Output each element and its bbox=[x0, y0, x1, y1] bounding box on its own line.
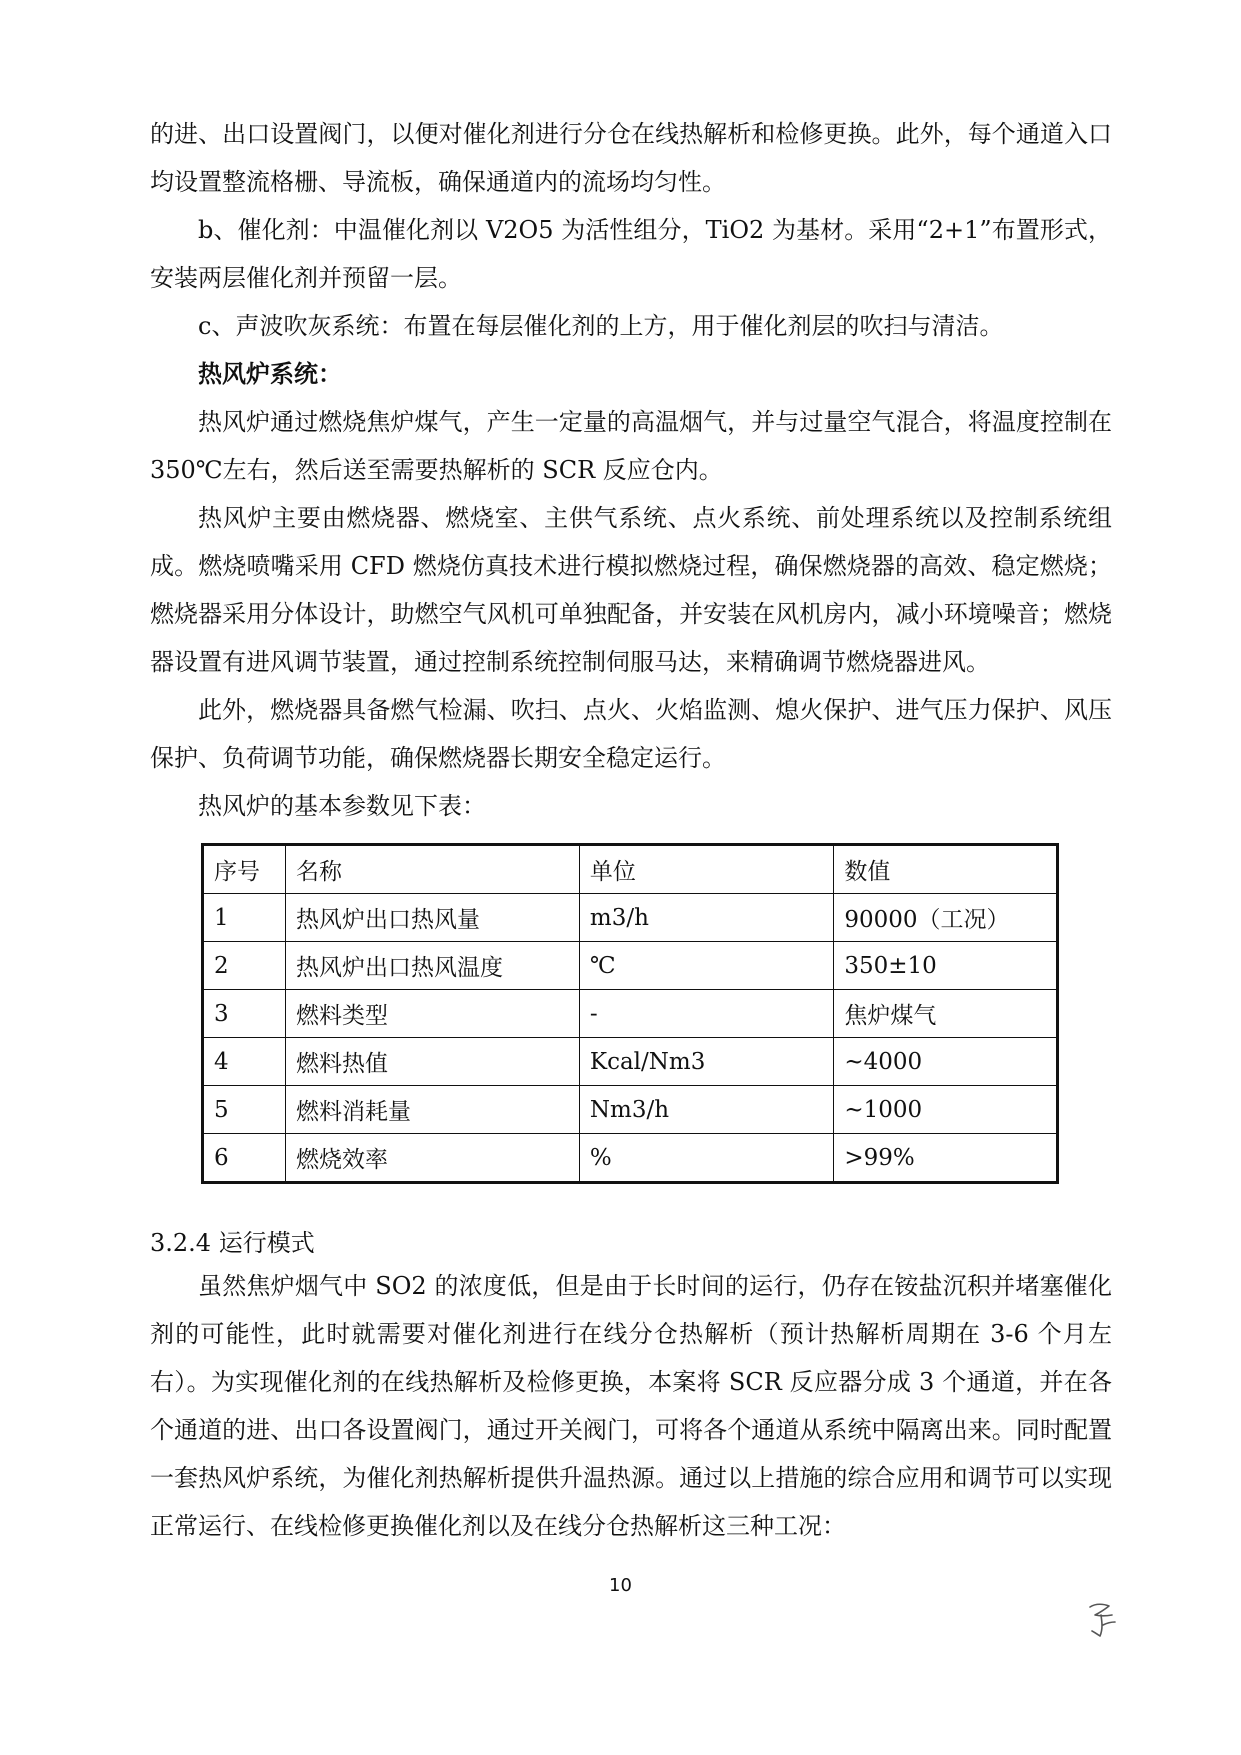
section-heading-operation-mode: 3.2.4 运行模式 bbox=[150, 1229, 315, 1257]
cell-value: ~4000 bbox=[834, 1038, 1058, 1086]
cell-index: 2 bbox=[203, 942, 286, 990]
cell-name: 燃料热值 bbox=[286, 1038, 580, 1086]
header-index: 序号 bbox=[203, 845, 286, 894]
table-row bbox=[203, 1086, 1058, 1134]
table-row bbox=[203, 1134, 1058, 1183]
header-unit: 单位 bbox=[579, 845, 833, 894]
cell-name: 热风炉出口热风温度 bbox=[286, 942, 580, 990]
cell-index: 1 bbox=[203, 894, 286, 942]
cell-unit: Nm3/h bbox=[579, 1086, 833, 1134]
cell-value: >99% bbox=[834, 1134, 1058, 1183]
table-row bbox=[203, 894, 1058, 942]
cell-value: 90000（工况） bbox=[834, 894, 1058, 942]
table-row bbox=[203, 990, 1058, 1038]
paragraph-channel-valves: 的进、出口设置阀门，以便对催化剂进行分仓在线热解析和检修更换。此外，每个通道入口均设置整流格栅、导流板，确保通道内的流场均匀性。 bbox=[150, 120, 1112, 196]
paragraph-catalyst: b、催化剂：中温催化剂以 V2O5 为活性组分，TiO2 为基材。采用“2+1”布置形式，安装两层催化剂并预留一层。 bbox=[150, 216, 1112, 292]
furnace-parameters-table bbox=[201, 843, 1059, 1184]
cell-unit: ℃ bbox=[579, 942, 833, 990]
cell-index: 4 bbox=[203, 1038, 286, 1086]
cell-unit: % bbox=[579, 1134, 833, 1183]
cell-index: 3 bbox=[203, 990, 286, 1038]
paragraph-furnace-components: 热风炉主要由燃烧器、燃烧室、主供气系统、点火系统、前处理系统以及控制系统组成。燃烧喷嘴采用 CFD 燃烧仿真技术进行模拟燃烧过程，确保燃烧器的高效、稳定燃烧；燃烧器采用分体设计，助燃空气风机可单独配备，并安装在风机房内，减小环境噪音；燃烧器设置有进风调节装置，通过控制系统控制伺服马达，来精确调节燃烧器进风。 bbox=[150, 504, 1112, 676]
cell-name: 燃料类型 bbox=[286, 990, 580, 1038]
table-header-row bbox=[203, 845, 1058, 894]
table-row bbox=[203, 1038, 1058, 1086]
paragraph-table-intro: 热风炉的基本参数见下表： bbox=[198, 792, 486, 820]
cell-index: 5 bbox=[203, 1086, 286, 1134]
paragraph-soot-blowing: c、声波吹灰系统：布置在每层催化剂的上方，用于催化剂层的吹扫与清洁。 bbox=[198, 312, 1004, 340]
page-number: 10 bbox=[609, 1575, 632, 1596]
cell-value: 焦炉煤气 bbox=[834, 990, 1058, 1038]
header-value: 数值 bbox=[834, 845, 1058, 894]
cell-value: ~1000 bbox=[834, 1086, 1058, 1134]
cell-index: 6 bbox=[203, 1134, 286, 1183]
paragraph-furnace-intro: 热风炉通过燃烧焦炉煤气，产生一定量的高温烟气，并与过量空气混合，将温度控制在 350℃左右，然后送至需要热解析的 SCR 反应仓内。 bbox=[150, 408, 1112, 484]
handwritten-initial-icon bbox=[1082, 1598, 1122, 1640]
subheading-hot-air-furnace: 热风炉系统： bbox=[198, 359, 342, 388]
paragraph-burner-functions: 此外，燃烧器具备燃气检漏、吹扫、点火、火焰监测、熄火保护、进气压力保护、风压保护、负荷调节功能，确保燃烧器长期安全稳定运行。 bbox=[150, 696, 1112, 772]
cell-unit: - bbox=[579, 990, 833, 1038]
cell-value: 350±10 bbox=[834, 942, 1058, 990]
cell-name: 燃料消耗量 bbox=[286, 1086, 580, 1134]
cell-unit: m3/h bbox=[579, 894, 833, 942]
cell-name: 燃烧效率 bbox=[286, 1134, 580, 1183]
header-name: 名称 bbox=[286, 845, 580, 894]
table-row bbox=[203, 942, 1058, 990]
cell-unit: Kcal/Nm3 bbox=[579, 1038, 833, 1086]
paragraph-operation-mode: 虽然焦炉烟气中 SO2 的浓度低，但是由于长时间的运行，仍存在铵盐沉积并堵塞催化剂的可能性，此时就需要对催化剂进行在线分仓热解析（预计热解析周期在 3-6 个月左右）。为实现催化剂的在线热解析及检修更换，本案将 SCR 反应器分成 3 个通道，并在各个通道的进、出口各设置阀门，通过开关阀门，可将各个通道从系统中隔离出来。同时配置一套热风炉系统，为催化剂热解析提供升温热源。通过以上措施的综合应用和调节可以实现正常运行、在线检修更换催化剂以及在线分仓热解析这三种工况： bbox=[150, 1272, 1112, 1540]
cell-name: 热风炉出口热风量 bbox=[286, 894, 580, 942]
